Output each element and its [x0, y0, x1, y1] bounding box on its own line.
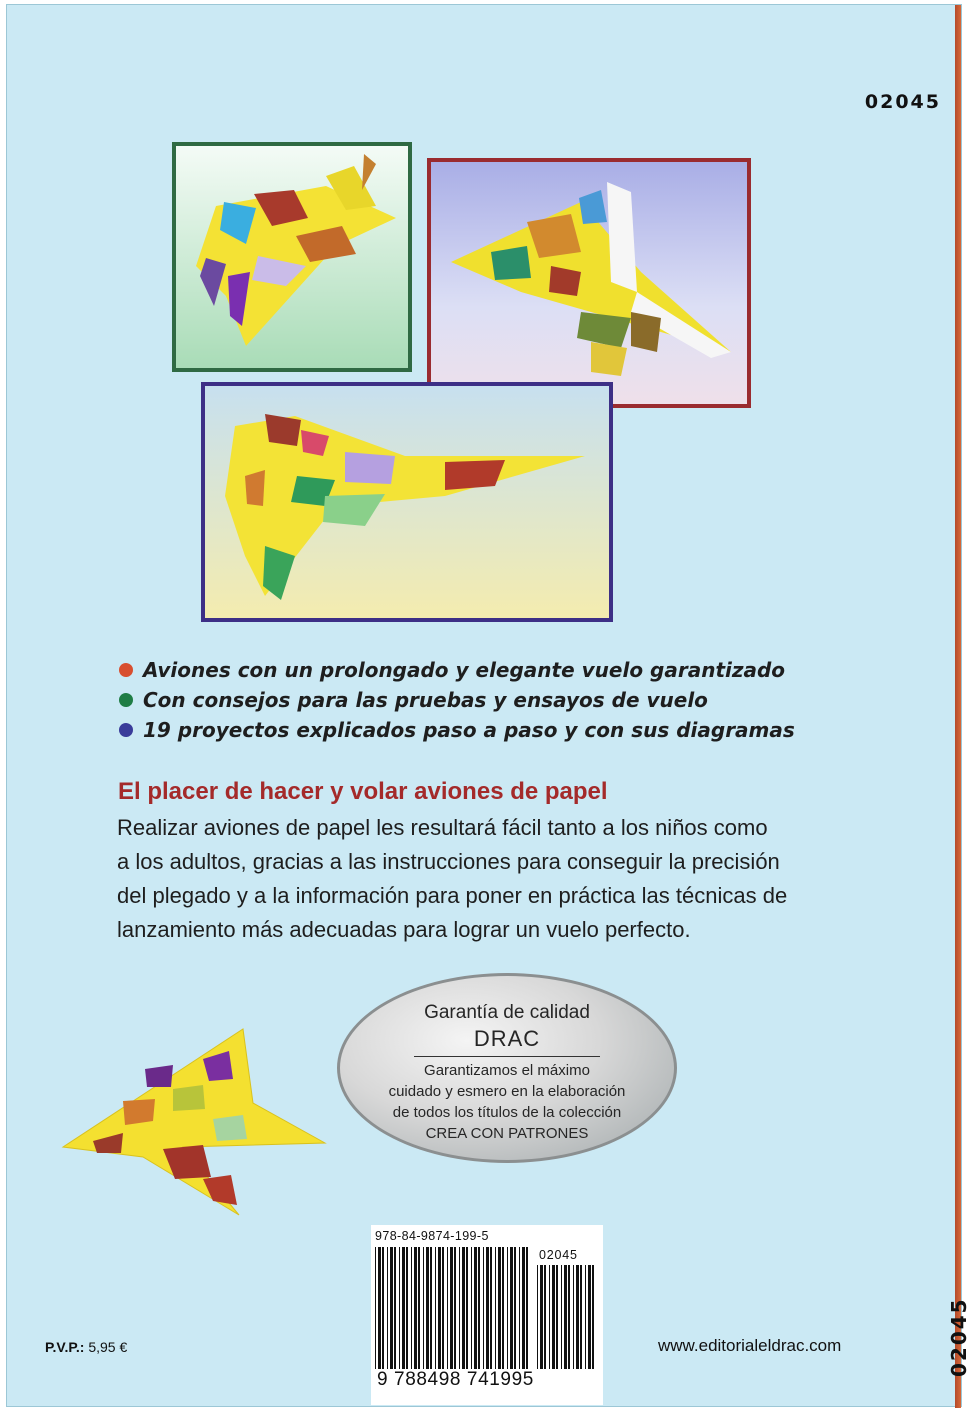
paper-airplane-illustration [63, 1029, 333, 1219]
quality-seal [337, 973, 677, 1163]
green-bullet-icon [119, 693, 133, 707]
ean-number: 9 788498 741995 [377, 1369, 534, 1390]
seal-title: Garantía de calidad [424, 1002, 590, 1023]
seal-text: Garantizamos el máximo [424, 1062, 590, 1079]
seal-text: cuidado y esmero en la elaboración [388, 1083, 626, 1100]
red-bullet-icon [119, 663, 133, 677]
product-code-side: 02045 [947, 1297, 971, 1377]
addon-bars [537, 1265, 599, 1369]
feature-item: Aviones con un prolongado y elegante vuelo garantizado [119, 655, 795, 685]
spine-edge [955, 5, 961, 1408]
product-code-top: 02045 [864, 91, 941, 113]
section-heading: El placer de hacer y volar aviones de papel [118, 778, 608, 805]
ean-bars [375, 1247, 533, 1369]
description-line: lanzamiento más adecuadas para lograr un vuelo perfecto. [117, 917, 691, 942]
feature-list [119, 655, 795, 745]
seal-text: CREA CON PATRONES [425, 1125, 589, 1142]
airplane-photo-2 [427, 158, 751, 408]
publisher-website: www.editorialeldrac.com [658, 1336, 842, 1355]
price-label: P.V.P.: [45, 1339, 85, 1355]
isbn-number: 978-84-9874-199-5 [375, 1229, 489, 1243]
description-line: a los adultos, gracias a las instrucciones para conseguir la precisión [117, 849, 780, 874]
description-text [117, 811, 897, 947]
addon-number: 02045 [539, 1248, 578, 1262]
price [45, 1339, 127, 1355]
description-line: del plegado y a la información para poner en práctica las técnicas de [117, 883, 788, 908]
description-line: Realizar aviones de papel les resultará fácil tanto a los niños como [117, 815, 768, 840]
price-value: 5,95 € [88, 1339, 128, 1355]
back-cover [6, 4, 971, 1407]
seal-brand: DRAC [473, 1026, 541, 1051]
purple-bullet-icon [119, 723, 133, 737]
feature-item: 19 proyectos explicados paso a paso y con sus diagramas [119, 715, 795, 745]
barcode [371, 1225, 603, 1405]
seal-divider [414, 1056, 600, 1057]
airplane-photo-3 [201, 382, 613, 622]
airplane-photo-1 [172, 142, 412, 372]
seal-text: de todos los títulos de la colección [392, 1104, 622, 1121]
feature-item: Con consejos para las pruebas y ensayos de vuelo [119, 685, 795, 715]
